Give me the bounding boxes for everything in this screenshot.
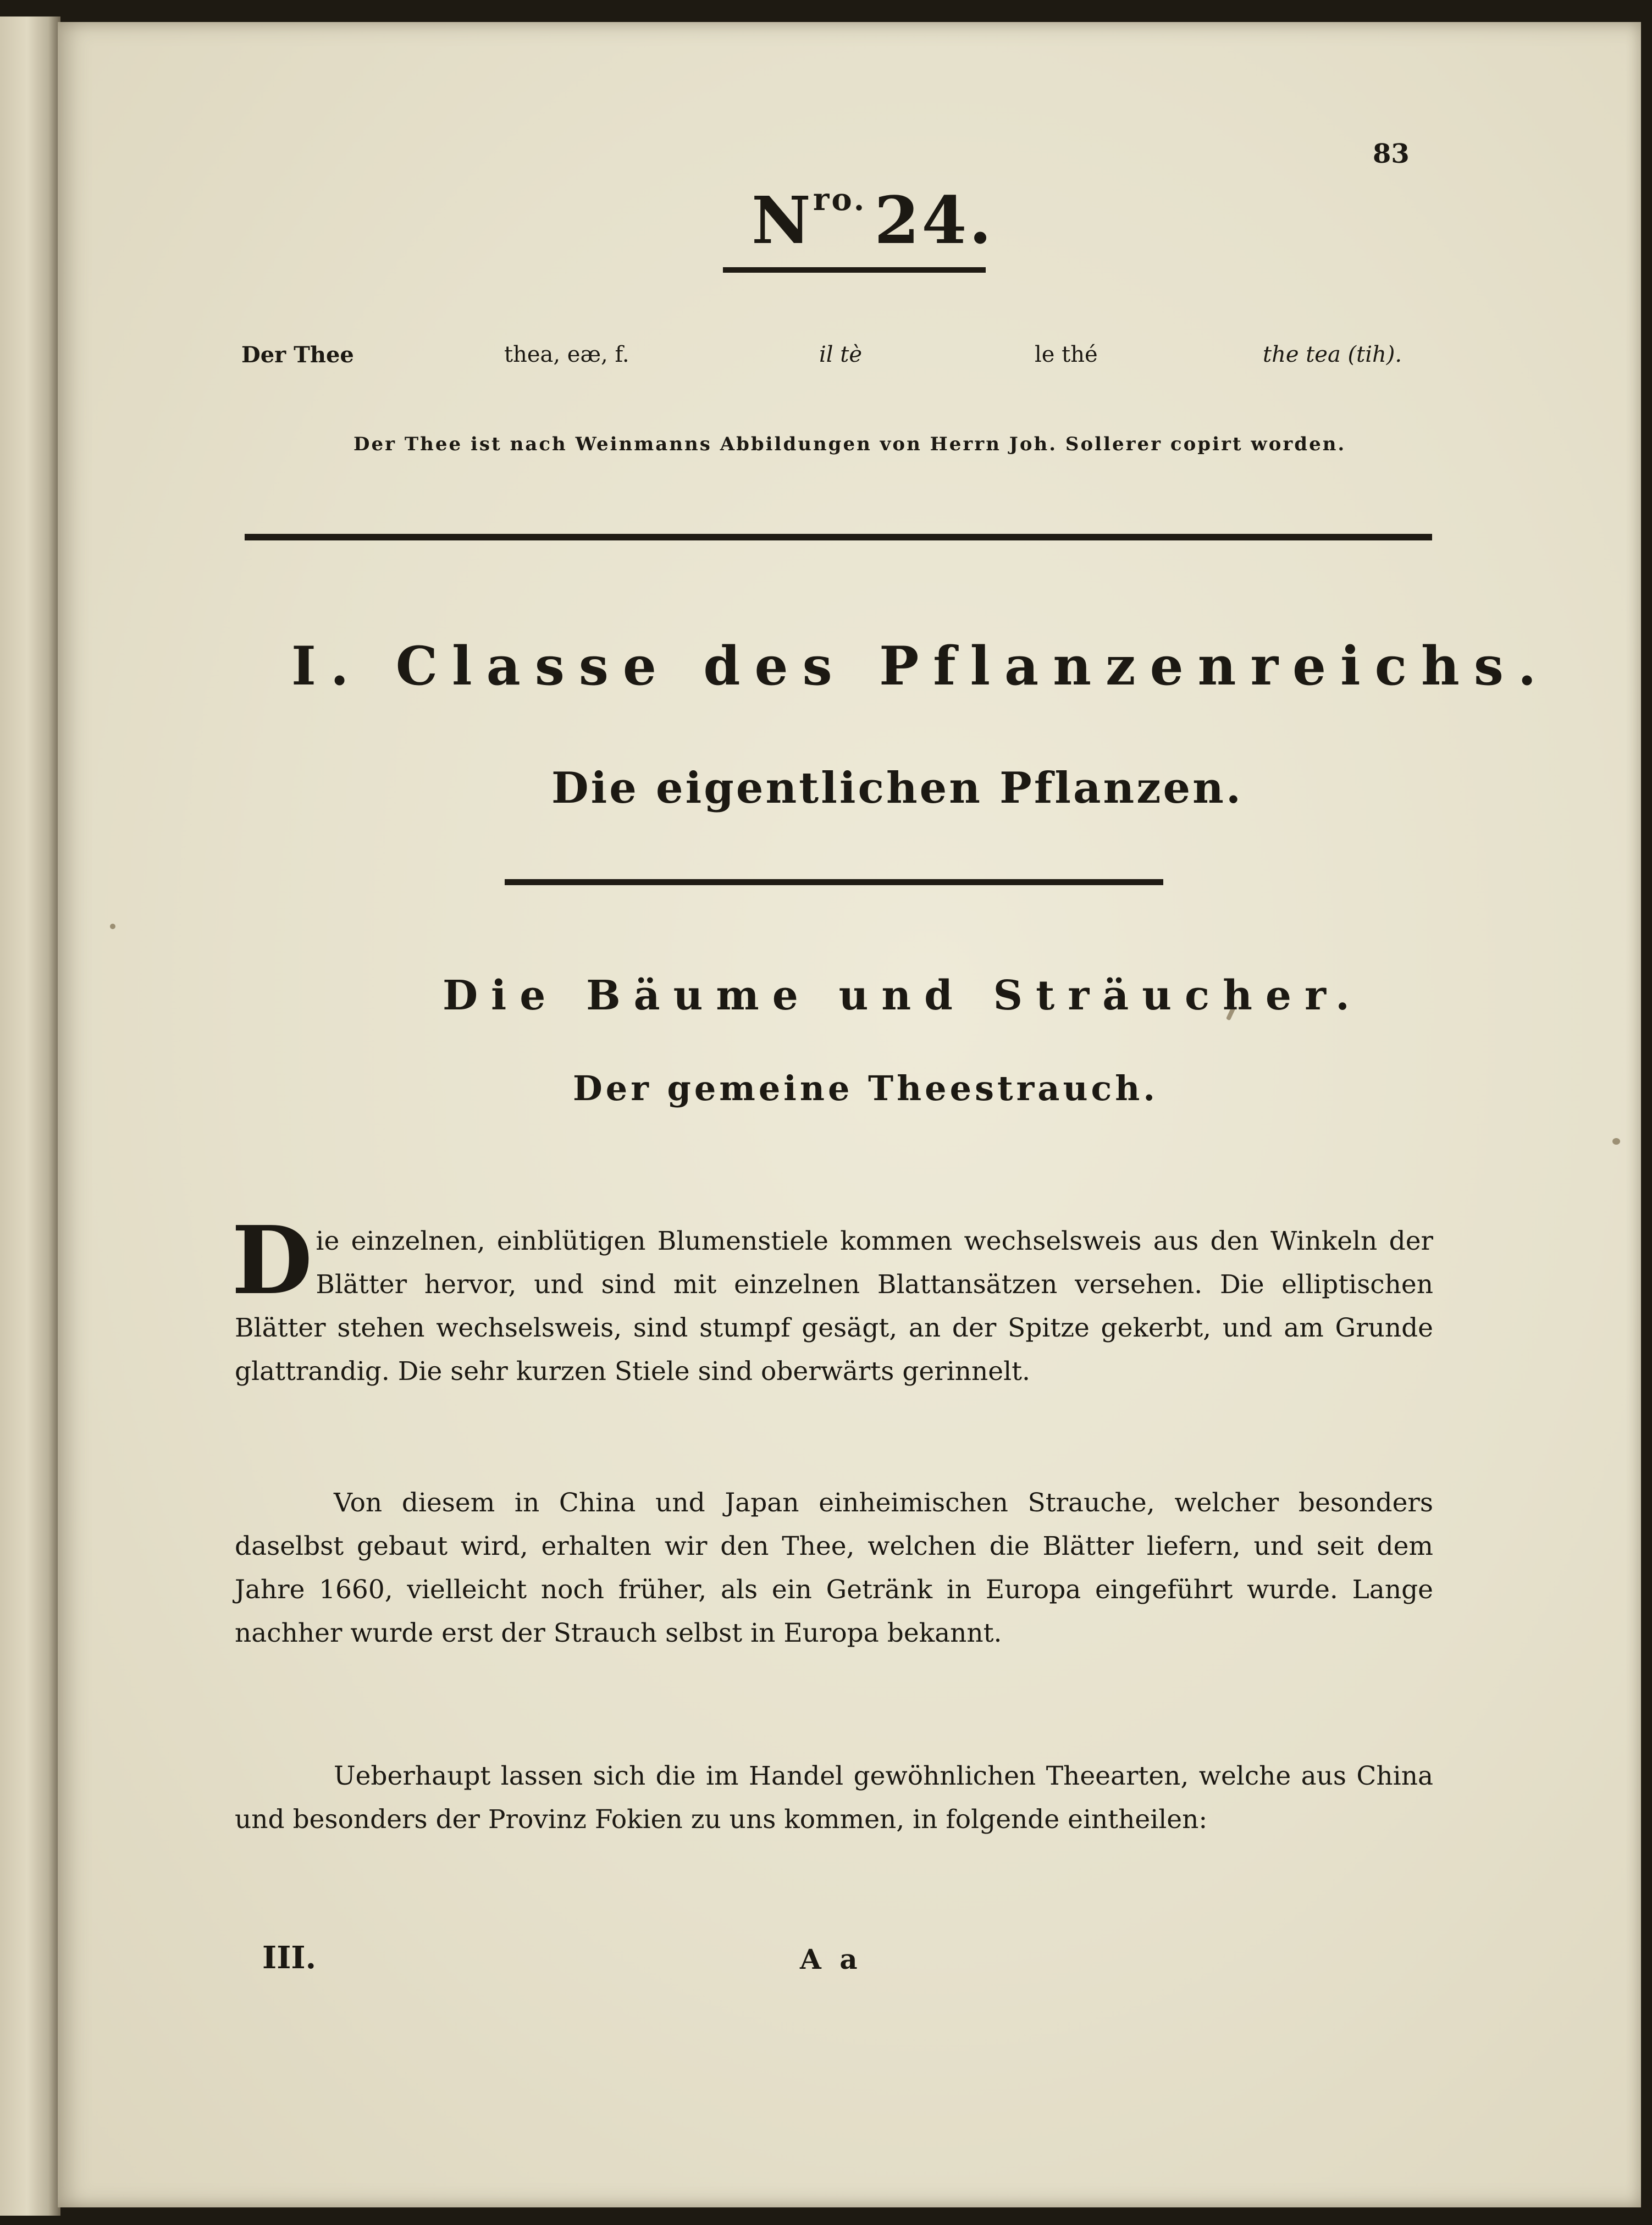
subtitle-rule <box>505 879 1163 885</box>
signature-volume: III. <box>262 1940 317 1976</box>
name-latin: thea, eæ, f. <box>504 342 629 367</box>
origin-paragraph: Von diesem in China und Japan einheimischen Strauche, welcher besonders daselbst gebaut wird, erhalten wir den Thee, welchen die Blätter liefern, und seit dem Jahre 1660, vielleicht noch früher, als ein Getränk in Europa eingeführt wurde. Lange nachher wurde erst der Strauch selbst in Europa bekannt. <box>235 1488 1433 1648</box>
book-spine-edge <box>0 16 60 2216</box>
description-paragraph <box>231 1206 1433 1393</box>
name-french: le thé <box>1035 342 1098 367</box>
page-number: 83 <box>1373 139 1410 169</box>
paper-fleck <box>1612 1138 1620 1145</box>
class-title: I. Classe des Pflanzenreichs. <box>291 635 1551 697</box>
number-prefix: N <box>752 182 813 258</box>
book-page <box>58 22 1641 2207</box>
article-number-heading <box>752 181 994 258</box>
name-german: Der Thee <box>241 342 354 368</box>
name-english: the tea (tih). <box>1263 342 1402 367</box>
subclass-title: Die eigentlichen Pflanzen. <box>551 763 1244 813</box>
drop-cap: D <box>231 1206 313 1316</box>
name-italian: il tè <box>819 342 863 367</box>
description-text: ie einzelnen, einblütigen Blumenstiele kommen wechselsweis aus den Winkeln der Blätter hervor, und sind mit einzelnen Blattansätzen versehen. Die elliptischen Blätter stehen wechselsweis, sind stumpf gesägt, an der Spitze gekerbt, und am Grunde glattrandig. Die sehr kurzen Stiele sind oberwärts gerinnelt. <box>235 1226 1433 1387</box>
number-value: 24. <box>874 182 994 258</box>
paper-fleck <box>110 924 115 929</box>
signature-mark: A a <box>800 1943 862 1975</box>
section-title: Die Bäume und Sträucher. <box>443 972 1363 1019</box>
number-superscript: ro. <box>813 181 867 218</box>
species-title: Der gemeine Theestrauch. <box>573 1068 1158 1108</box>
section-divider-rule <box>245 534 1432 540</box>
heading-rule <box>723 267 986 273</box>
illustration-credit-note: Der Thee ist nach Weinmanns Abbildungen von Herrn Joh. Sollerer copirt worden. <box>353 433 1346 455</box>
classification-paragraph: Ueberhaupt lassen sich die im Handel gewöhnlichen Theearten, welche aus China und besonders der Provinz Fokien zu uns kommen, in folgende eintheilen: <box>235 1761 1433 1835</box>
